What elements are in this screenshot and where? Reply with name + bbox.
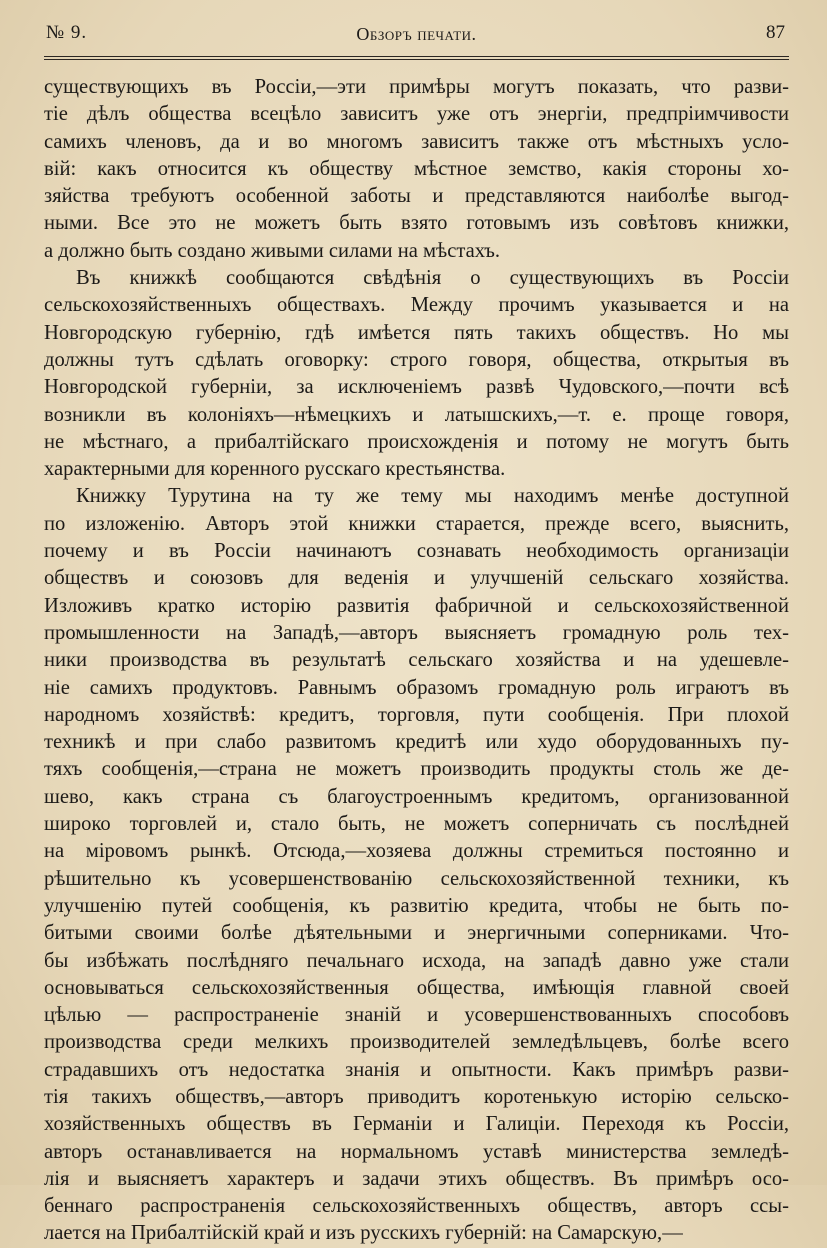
- text-line: лія и выясняетъ характеръ и задачи этихъ обществъ. Въ примѣръ осо-: [44, 1167, 789, 1190]
- text-line: ники производства въ результатѣ сельскаго хозяйства и на удешевле-: [44, 649, 789, 672]
- text-line: обществъ и союзовъ для веденія и улучшеній сельскаго хозяйства.: [44, 567, 789, 590]
- text-line: возникли въ колоніяхъ—нѣмецкихъ и латышскихъ,—т. е. проще говоря,: [44, 403, 789, 426]
- text-line: беннаго распространенія сельскохозяйственныхъ обществъ, авторъ ссы-: [44, 1195, 789, 1218]
- header-rule: [44, 56, 789, 60]
- text-line: не мѣстнаго, а прибалтійскаго происхожденія и потому не могутъ быть: [44, 430, 789, 453]
- text-line: авторъ останавливается на нормальномъ уставѣ министерства земледѣ-: [44, 1140, 789, 1163]
- text-line: рѣшительно къ усовершенствованію сельскохозяйственной техники, къ: [44, 867, 789, 890]
- text-line: промышленности на Западѣ,—авторъ выясняетъ громадную роль тех-: [44, 621, 789, 644]
- text-line: Новгородскую губернію, гдѣ имѣется пять такихъ обществъ. Но мы: [44, 321, 789, 344]
- text-line: должны тутъ сдѣлать оговорку: строго говоря, общества, открытыя въ: [44, 348, 789, 371]
- text-line: тіе дѣлъ общества всецѣло зависитъ уже отъ энергіи, предпріимчивости: [44, 103, 789, 126]
- text-line: улучшенію путей сообщенія, къ развитію кредита, чтобы не быть по-: [44, 894, 789, 917]
- paragraph: [44, 74, 789, 265]
- text-line: существующихъ въ Россіи,—эти примѣры могутъ показать, что разви-: [44, 76, 789, 98]
- text-line: зяйства требуютъ особенной заботы и представляются наиболѣе выгод-: [44, 185, 789, 208]
- text-line: а должно быть создано живыми силами на мѣстахъ.: [44, 239, 501, 262]
- text-line: тяхъ сообщенія,—страна не можетъ производить продукты столь же де-: [44, 758, 789, 781]
- paragraph: [44, 483, 789, 1247]
- text-line: хозяйственныхъ обществъ въ Германіи и Галиціи. Переходя къ Россіи,: [44, 1113, 789, 1136]
- text-line: вій: какъ относится къ обществу мѣстное земство, какія стороны хо-: [44, 157, 789, 180]
- text-line: цѣлью — распространеніе знаній и усовершенствованныхъ способовъ: [44, 1004, 789, 1027]
- text-line: народномъ хозяйствѣ: кредитъ, торговля, пути сообщенія. При плохой: [44, 703, 789, 726]
- text-line: почему и въ Россіи начинаютъ сознавать необходимость организаціи: [44, 540, 789, 563]
- issue-number: № 9.: [46, 22, 88, 43]
- text-line: сельскохозяйственныхъ обществахъ. Между прочимъ указывается и на: [44, 294, 789, 317]
- text-line: лается на Прибалтійскій край и изъ русскихъ губерній: на Самарскую,—: [44, 1222, 683, 1245]
- page-number: 87: [766, 22, 785, 43]
- text-line: ными. Все это не можетъ быть взято готовымъ изъ совѣтовъ книжки,: [44, 212, 789, 235]
- text-line: основываться сельскохозяйственныя общества, имѣющія главной своей: [44, 976, 789, 999]
- text-line: Изложивъ кратко исторію развитія фабричной и сельскохозяйственной: [44, 594, 789, 617]
- text-line: Въ книжкѣ сообщаются свѣдѣнія о существующихъ въ Россіи: [76, 267, 789, 290]
- paragraph: [44, 265, 789, 483]
- text-line: по изложенію. Авторъ этой книжки старается, прежде всего, выяснить,: [44, 512, 789, 535]
- text-line: ніе самихъ продуктовъ. Равнымъ образомъ громадную роль играютъ въ: [44, 676, 789, 699]
- section-title: Обзоръ печати.: [356, 24, 477, 44]
- text-line: широко торговлей и, стало быть, не можетъ соперничать съ послѣдней: [44, 813, 789, 836]
- text-line: шево, какъ страна съ благоустроеннымъ кредитомъ, организованной: [44, 785, 789, 808]
- text-line: страдавшихъ отъ недостатка знанія и опытности. Какъ примѣръ разви-: [44, 1058, 789, 1081]
- text-line: самихъ членовъ, да и во многомъ зависитъ также отъ мѣстныхъ усло-: [44, 130, 789, 153]
- text-line: Книжку Турутина на ту же тему мы находимъ менѣе доступной: [76, 485, 789, 508]
- text-line: на міровомъ рынкѣ. Отсюда,—хозяева должны стремиться постоянно и: [44, 840, 789, 863]
- text-line: тія такихъ обществъ,—авторъ приводитъ коротенькую исторію сельско-: [44, 1085, 789, 1108]
- text-line: битыми своими болѣе дѣятельными и энергичными соперниками. Что-: [44, 922, 789, 945]
- text-line: характерными для коренного русскаго крестьянства.: [44, 458, 506, 481]
- text-line: бы избѣжать послѣдняго печальнаго исхода, на западѣ давно уже стали: [44, 949, 789, 972]
- text-line: производства среди мелкихъ производителей земледѣльцевъ, болѣе всего: [44, 1031, 789, 1054]
- body-text: [44, 74, 789, 1248]
- text-line: Новгородской губерніи, за исключеніемъ развѣ Чудовского,—почти всѣ: [44, 376, 789, 399]
- running-header: [44, 20, 789, 50]
- page: [44, 20, 789, 1248]
- text-line: техникѣ и при слабо развитомъ кредитѣ или худо оборудованныхъ пу-: [44, 731, 789, 754]
